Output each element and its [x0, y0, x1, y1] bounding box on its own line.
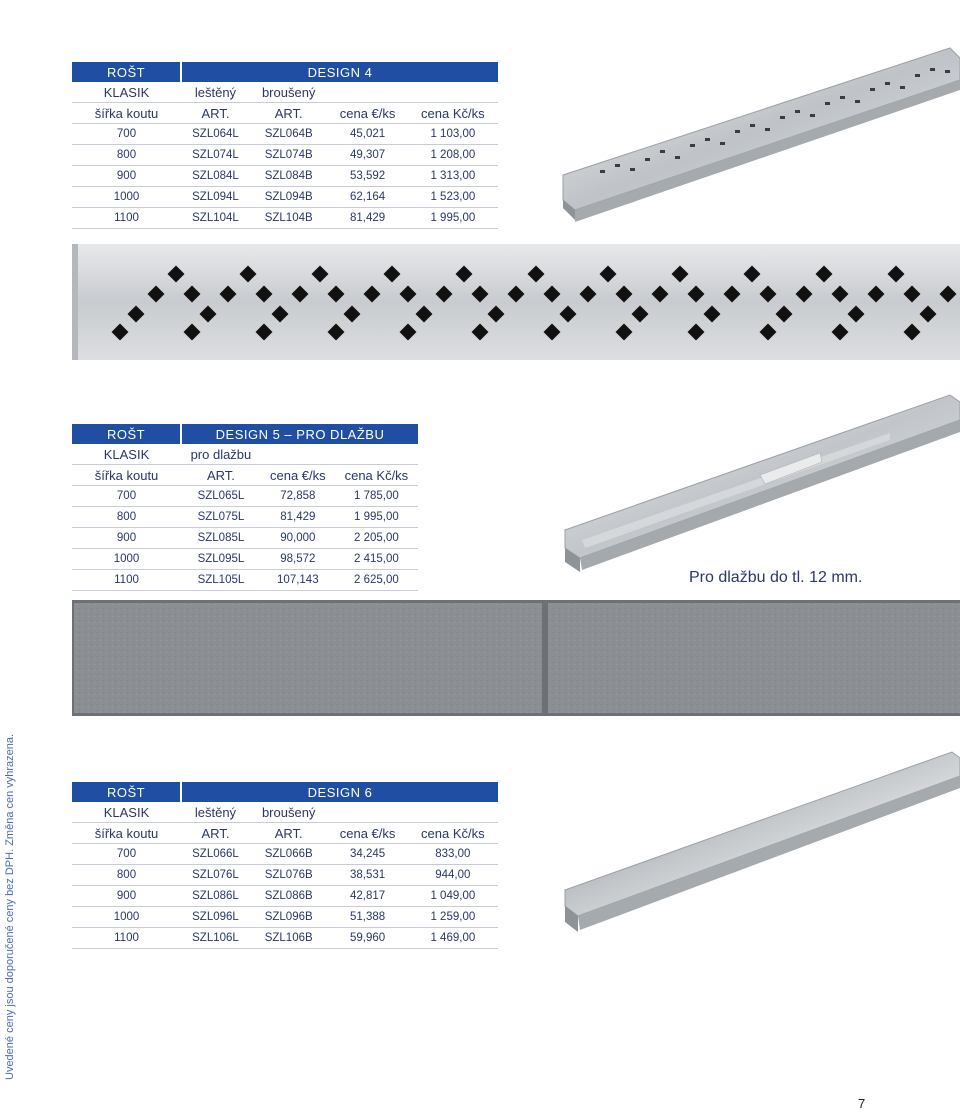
design4-drain-product-image: [555, 40, 960, 230]
table-row: [72, 865, 498, 886]
table-row: [72, 124, 498, 145]
tile-thickness-caption: Pro dlažbu do tl. 12 mm.: [689, 569, 863, 586]
table-cell: SZL076B: [250, 865, 328, 886]
table-cell: SZL086L: [181, 886, 250, 907]
table-cell: 900: [72, 528, 181, 549]
table-subheader-cell: KLASIK: [72, 82, 181, 103]
table-cell: SZL074B: [250, 145, 328, 166]
table-row: [72, 507, 418, 528]
table-row: [72, 549, 418, 570]
table-cell: 34,245: [327, 844, 407, 865]
table-cell: 900: [72, 886, 181, 907]
page-number: 7: [858, 1096, 866, 1111]
table-header-cell: DESIGN 4: [181, 62, 498, 82]
table-subheader-cell: ART.: [181, 465, 261, 486]
table-cell: 1 208,00: [408, 145, 498, 166]
table-cell: 1 103,00: [408, 124, 498, 145]
price-disclaimer-note: Uvedené ceny jsou doporučené ceny bez DPH. Změna cen vyhrazena.: [4, 733, 16, 1080]
table-subheader-cell: ART.: [181, 823, 250, 844]
table-cell: SZL084L: [181, 166, 250, 187]
table-row: [72, 570, 418, 591]
table-cell: 1100: [72, 928, 181, 949]
table-cell: SZL094B: [250, 187, 328, 208]
design4-grate-strip-image: [72, 244, 960, 360]
table-cell: SZL106L: [181, 928, 250, 949]
table-row: [72, 486, 418, 507]
table-subheader-cell: ART.: [181, 103, 250, 124]
design4-price-table: [72, 62, 498, 229]
table-subheader-cell: cena Kč/ks: [408, 823, 498, 844]
table-cell: 62,164: [327, 187, 407, 208]
table-subheader-cell: šířka koutu: [72, 823, 181, 844]
table-cell: SZL074L: [181, 145, 250, 166]
table-cell: 1 995,00: [335, 507, 418, 528]
table-cell: SZL086B: [250, 886, 328, 907]
table-cell: 1 259,00: [408, 907, 498, 928]
table-row: [72, 145, 498, 166]
table-cell: 49,307: [327, 145, 407, 166]
table-subheader-cell: pro dlažbu: [181, 444, 261, 465]
table-cell: 800: [72, 865, 181, 886]
table-cell: 38,531: [327, 865, 407, 886]
table-cell: SZL066B: [250, 844, 328, 865]
table-row: [72, 166, 498, 187]
design6-drain-product-image: [560, 740, 960, 940]
table-subheader-cell: broušený: [250, 802, 328, 823]
table-subheader-cell: cena €/ks: [327, 103, 407, 124]
table-header-cell: ROŠT: [72, 782, 181, 802]
design5-drain-product-image: [560, 380, 960, 580]
table-subheader-cell: [327, 802, 407, 823]
table-cell: 51,388: [327, 907, 407, 928]
table-cell: 1 469,00: [408, 928, 498, 949]
table-subheader-cell: [335, 444, 418, 465]
table-subheader-cell: [261, 444, 335, 465]
table-cell: 1 785,00: [335, 486, 418, 507]
table-cell: 700: [72, 486, 181, 507]
table-subheader-cell: [408, 802, 498, 823]
table-row: [72, 528, 418, 549]
table-row: [72, 886, 498, 907]
table-row: [72, 928, 498, 949]
table-subheader-cell: ART.: [250, 823, 328, 844]
table-cell: 2 205,00: [335, 528, 418, 549]
table-cell: 900: [72, 166, 181, 187]
design5-tile-strip-image: [72, 600, 960, 716]
table-row: [72, 187, 498, 208]
table-cell: SZL105L: [181, 570, 261, 591]
table-subheader-cell: KLASIK: [72, 444, 181, 465]
table-subheader-cell: leštěný: [181, 802, 250, 823]
table-cell: 1 995,00: [408, 208, 498, 229]
table-subheader-cell: [408, 82, 498, 103]
table-cell: SZL065L: [181, 486, 261, 507]
table-row: [72, 844, 498, 865]
table-header-cell: DESIGN 6: [181, 782, 498, 802]
table-cell: SZL106B: [250, 928, 328, 949]
table-header-cell: DESIGN 5 – PRO DLAŽBU: [181, 424, 418, 444]
table-cell: 1100: [72, 208, 181, 229]
table-cell: SZL084B: [250, 166, 328, 187]
table-cell: SZL064L: [181, 124, 250, 145]
table-cell: SZL104B: [250, 208, 328, 229]
design5-price-table: [72, 424, 418, 591]
table-cell: SZL076L: [181, 865, 250, 886]
table-subheader-cell: cena €/ks: [327, 823, 407, 844]
table-cell: SZL085L: [181, 528, 261, 549]
table-cell: 833,00: [408, 844, 498, 865]
table-cell: SZL096B: [250, 907, 328, 928]
table-subheader-cell: leštěný: [181, 82, 250, 103]
table-cell: SZL066L: [181, 844, 250, 865]
table-row: [72, 208, 498, 229]
table-cell: 1 313,00: [408, 166, 498, 187]
table-subheader-cell: cena Kč/ks: [335, 465, 418, 486]
table-cell: SZL094L: [181, 187, 250, 208]
design6-price-table: [72, 782, 498, 949]
table-header-cell: ROŠT: [72, 62, 181, 82]
table-subheader-cell: KLASIK: [72, 802, 181, 823]
table-cell: 944,00: [408, 865, 498, 886]
table-subheader-cell: broušený: [250, 82, 328, 103]
table-cell: SZL104L: [181, 208, 250, 229]
table-cell: 81,429: [327, 208, 407, 229]
table-cell: SZL075L: [181, 507, 261, 528]
table-cell: SZL096L: [181, 907, 250, 928]
table-cell: 53,592: [327, 166, 407, 187]
table-cell: SZL095L: [181, 549, 261, 570]
table-cell: 800: [72, 507, 181, 528]
table-cell: 45,021: [327, 124, 407, 145]
table-cell: 1000: [72, 187, 181, 208]
table-cell: 59,960: [327, 928, 407, 949]
table-cell: 90,000: [261, 528, 335, 549]
table-cell: 700: [72, 844, 181, 865]
table-cell: 1000: [72, 549, 181, 570]
table-row: [72, 907, 498, 928]
table-cell: 800: [72, 145, 181, 166]
table-cell: 72,858: [261, 486, 335, 507]
table-cell: 98,572: [261, 549, 335, 570]
table-subheader-cell: šířka koutu: [72, 465, 181, 486]
table-cell: 2 625,00: [335, 570, 418, 591]
table-cell: 107,143: [261, 570, 335, 591]
table-subheader-cell: ART.: [250, 103, 328, 124]
table-cell: 1000: [72, 907, 181, 928]
table-cell: 2 415,00: [335, 549, 418, 570]
table-subheader-cell: [327, 82, 407, 103]
table-cell: 42,817: [327, 886, 407, 907]
table-cell: 81,429: [261, 507, 335, 528]
table-subheader-cell: cena €/ks: [261, 465, 335, 486]
table-subheader-cell: šířka koutu: [72, 103, 181, 124]
table-cell: 1 523,00: [408, 187, 498, 208]
table-cell: 1 049,00: [408, 886, 498, 907]
table-header-cell: ROŠT: [72, 424, 181, 444]
table-cell: SZL064B: [250, 124, 328, 145]
table-cell: 700: [72, 124, 181, 145]
table-subheader-cell: cena Kč/ks: [408, 103, 498, 124]
table-cell: 1100: [72, 570, 181, 591]
